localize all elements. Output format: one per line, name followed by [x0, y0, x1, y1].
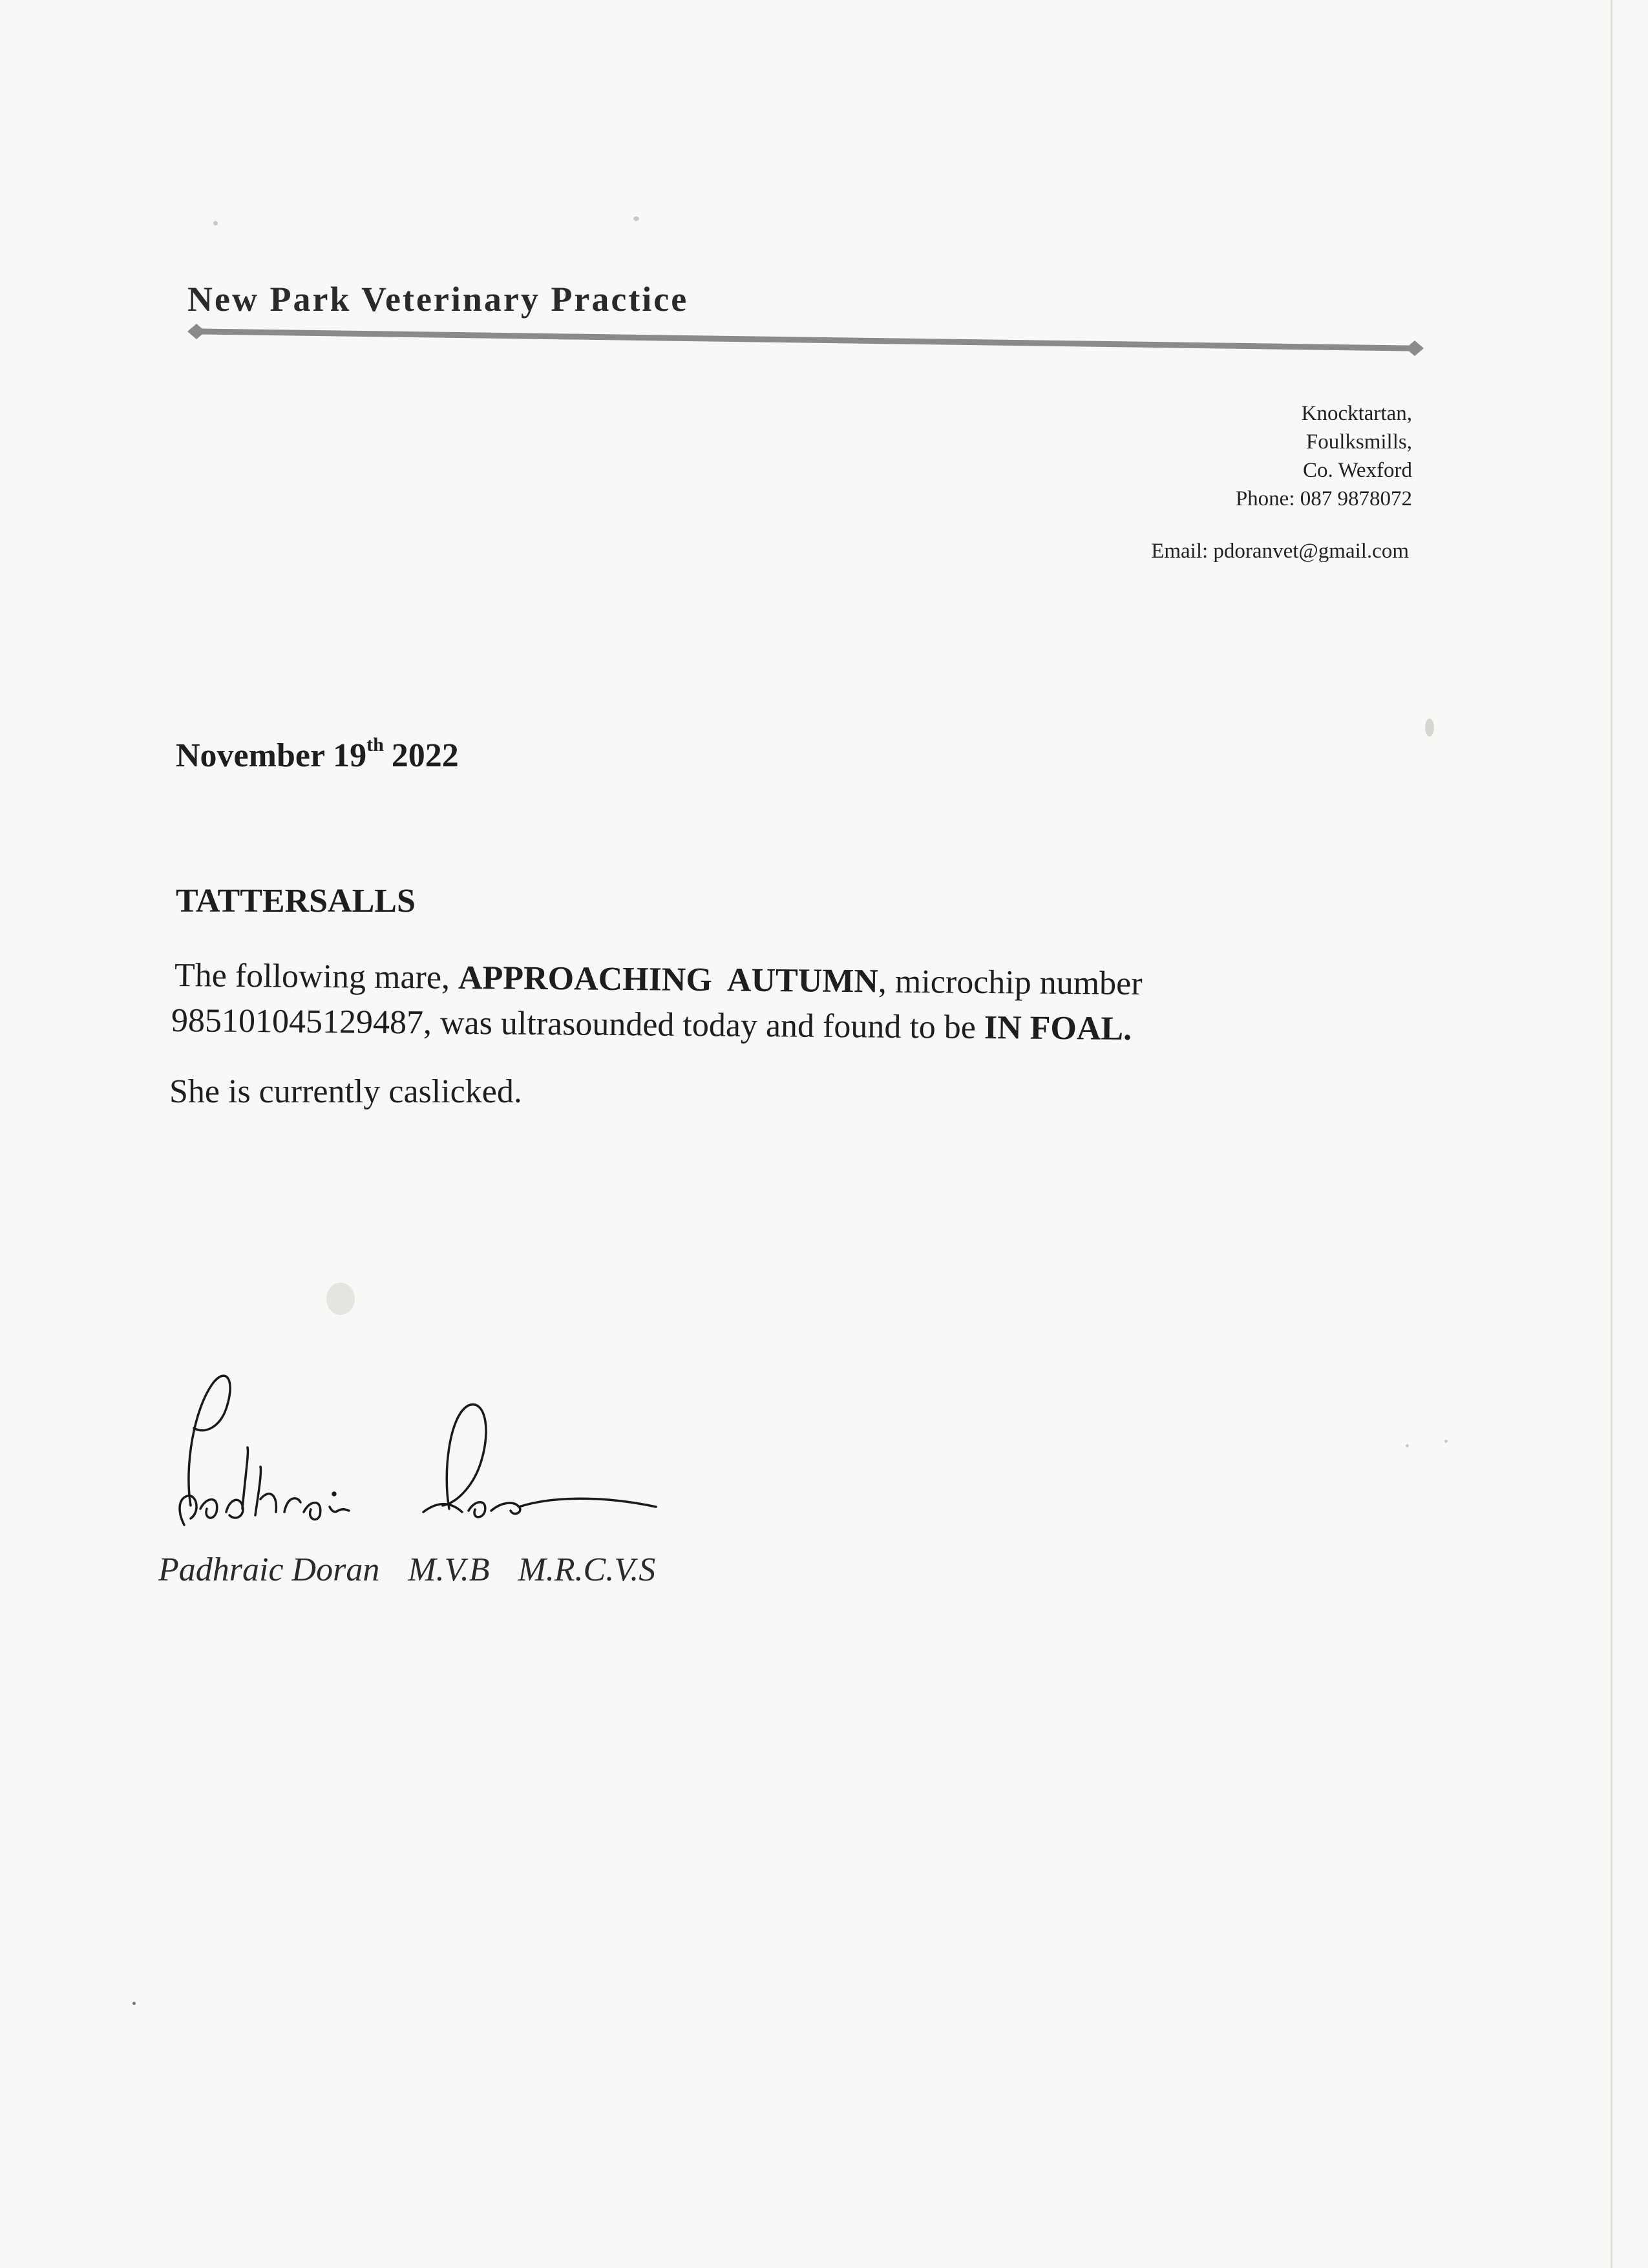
address-line: Co. Wexford — [1302, 459, 1412, 482]
paper-speck — [633, 216, 639, 221]
date-month-day: November 19 — [176, 737, 367, 774]
signature-caption — [158, 1551, 684, 1589]
paper-speck — [132, 2002, 136, 2005]
foal-status: IN FOAL. — [984, 1009, 1132, 1047]
paper-speck — [326, 1283, 355, 1315]
practice-address — [1236, 399, 1412, 513]
handwritten-signature — [165, 1357, 682, 1551]
qualification-mvb: M.V.B — [408, 1551, 490, 1588]
date-year: 2022 — [391, 737, 459, 774]
practice-name: New Park Veterinary Practice — [187, 280, 689, 319]
paper-speck — [1444, 1440, 1448, 1443]
paper-speck — [213, 221, 218, 226]
paper-speck — [1406, 1444, 1409, 1447]
body-text: , microchip number — [878, 963, 1143, 1003]
qualification-mrcvs: M.R.C.V.S — [518, 1551, 656, 1588]
paper-speck — [1425, 719, 1434, 737]
header-divider — [174, 320, 1435, 359]
signatory-name: Padhraic Doran — [158, 1551, 380, 1588]
address-line: Foulksmills, — [1305, 430, 1412, 454]
address-line: Knocktartan, — [1301, 402, 1412, 425]
body-text: The following mare, — [174, 957, 459, 996]
phone-line: Phone: 087 9878072 — [1235, 487, 1412, 510]
recipient-heading: TATTERSALLS — [176, 883, 416, 919]
email-line: Email: pdoranvet@gmail.com — [1151, 540, 1409, 563]
body-text: 985101045129487, was ultrasounded today and found to be — [171, 1002, 985, 1046]
body-line-3: She is currently caslicked. — [169, 1073, 522, 1110]
letter-date — [176, 733, 459, 775]
date-suffix: th — [366, 733, 384, 755]
mare-name: APPROACHING AUTUMN — [458, 959, 879, 1000]
